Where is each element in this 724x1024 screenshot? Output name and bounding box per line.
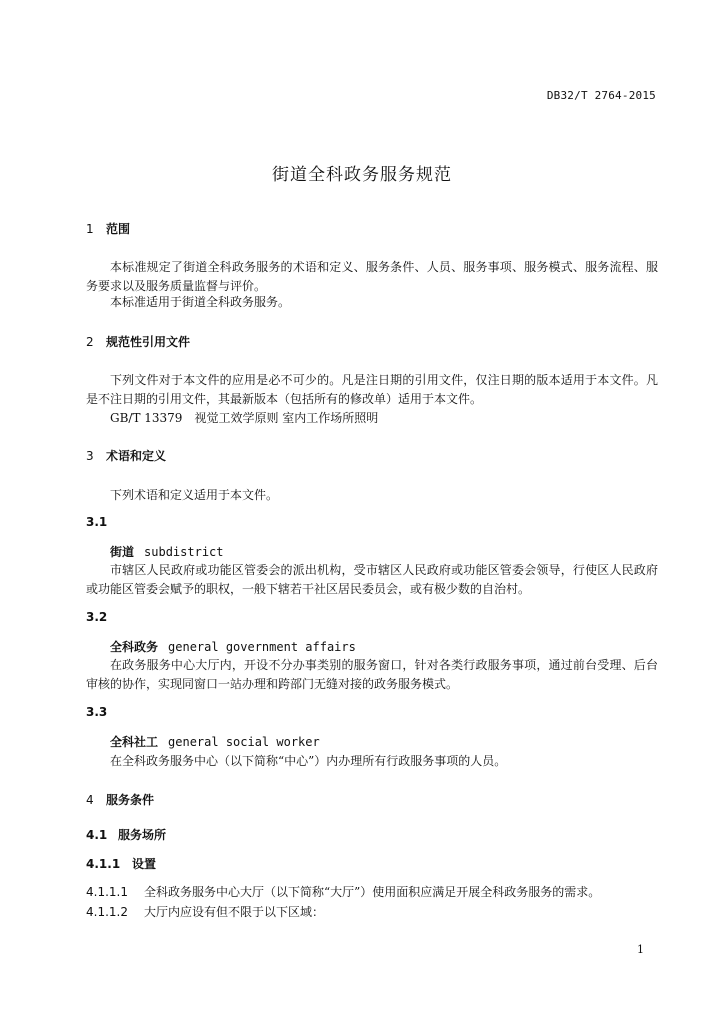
term-zh: 街道 bbox=[110, 545, 135, 559]
page-number: 1 bbox=[637, 943, 644, 956]
term-zh: 全科政务 bbox=[110, 640, 159, 654]
clause-4-1-1-1 bbox=[86, 883, 600, 900]
section-number: 4 bbox=[86, 793, 94, 807]
subsection-number: 4.1.1 bbox=[86, 857, 121, 871]
section-4-heading bbox=[86, 791, 154, 808]
section-1-heading bbox=[86, 220, 130, 237]
subsection-4-1-heading bbox=[86, 826, 166, 843]
section-number: 2 bbox=[86, 335, 94, 349]
clause-text: 全科政务服务中心大厅（以下简称“大厅”）使用面积应满足开展全科政务服务的需求。 bbox=[144, 885, 601, 899]
scope-paragraph: 本标准规定了街道全科政务服务的术语和定义、服务条件、人员、服务事项、服务模式、服务流程、服务要求以及服务质量监督与评价。 bbox=[86, 260, 658, 293]
section-title: 范围 bbox=[106, 222, 131, 236]
section-title: 术语和定义 bbox=[106, 449, 167, 463]
section-number: 3 bbox=[86, 449, 94, 463]
term-3-3-number: 3.3 bbox=[86, 705, 108, 719]
section-3-heading bbox=[86, 447, 166, 464]
section-title: 规范性引用文件 bbox=[106, 335, 191, 349]
subsection-4-1-1-heading bbox=[86, 855, 156, 872]
clause-number: 4.1.1.2 bbox=[86, 905, 128, 919]
section-number: 1 bbox=[86, 222, 94, 236]
term-en: subdistrict bbox=[144, 545, 224, 559]
term-3-1 bbox=[110, 543, 224, 560]
term-3-2 bbox=[110, 638, 356, 655]
term-3-1-definition: 市辖区人民政府或功能区管委会的派出机构，受市辖区人民政府或功能区管委会领导，行使区人民政府或功能区管委会赋予的职权，一般下辖若干社区居民委员会，或有极少数的自治村。 bbox=[86, 563, 658, 596]
term-en: general government affairs bbox=[168, 640, 356, 654]
section-2-heading bbox=[86, 333, 190, 350]
standard-code: DB32/T 2764-2015 bbox=[546, 89, 656, 102]
document-title: 街道全科政务服务规范 bbox=[272, 165, 452, 185]
subsection-title: 服务场所 bbox=[118, 828, 167, 842]
subsection-number: 4.1 bbox=[86, 828, 108, 842]
term-3-1-number: 3.1 bbox=[86, 515, 108, 529]
reference-item: GB/T 13379 视觉工效学原则 室内工作场所照明 bbox=[110, 411, 379, 425]
term-3-2-number: 3.2 bbox=[86, 610, 108, 624]
clause-text: 大厅内应设有但不限于以下区域： bbox=[144, 905, 325, 919]
term-3-2-definition: 在政务服务中心大厅内，开设不分办事类别的服务窗口，针对各类行政服务事项，通过前台受理、后台审核的协作，实现同窗口一站办理和跨部门无缝对接的政务服务模式。 bbox=[86, 658, 658, 691]
clause-4-1-1-2 bbox=[86, 903, 324, 920]
clause-number: 4.1.1.1 bbox=[86, 885, 128, 899]
term-zh: 全科社工 bbox=[110, 735, 159, 749]
term-en: general social worker bbox=[168, 735, 320, 749]
term-3-3-definition: 在全科政务服务中心（以下简称“中心”）内办理所有行政服务事项的人员。 bbox=[110, 754, 507, 768]
scope-applicability: 本标准适用于街道全科政务服务。 bbox=[110, 295, 291, 309]
term-3-3 bbox=[110, 733, 320, 750]
terms-intro: 下列术语和定义适用于本文件。 bbox=[110, 488, 279, 502]
normative-references-paragraph: 下列文件对于本文件的应用是必不可少的。凡是注日期的引用文件，仅注日期的版本适用于本文件。凡是不注日期的引用文件，其最新版本（包括所有的修改单）适用于本文件。 bbox=[86, 373, 658, 406]
subsection-title: 设置 bbox=[132, 857, 157, 871]
section-title: 服务条件 bbox=[106, 793, 155, 807]
